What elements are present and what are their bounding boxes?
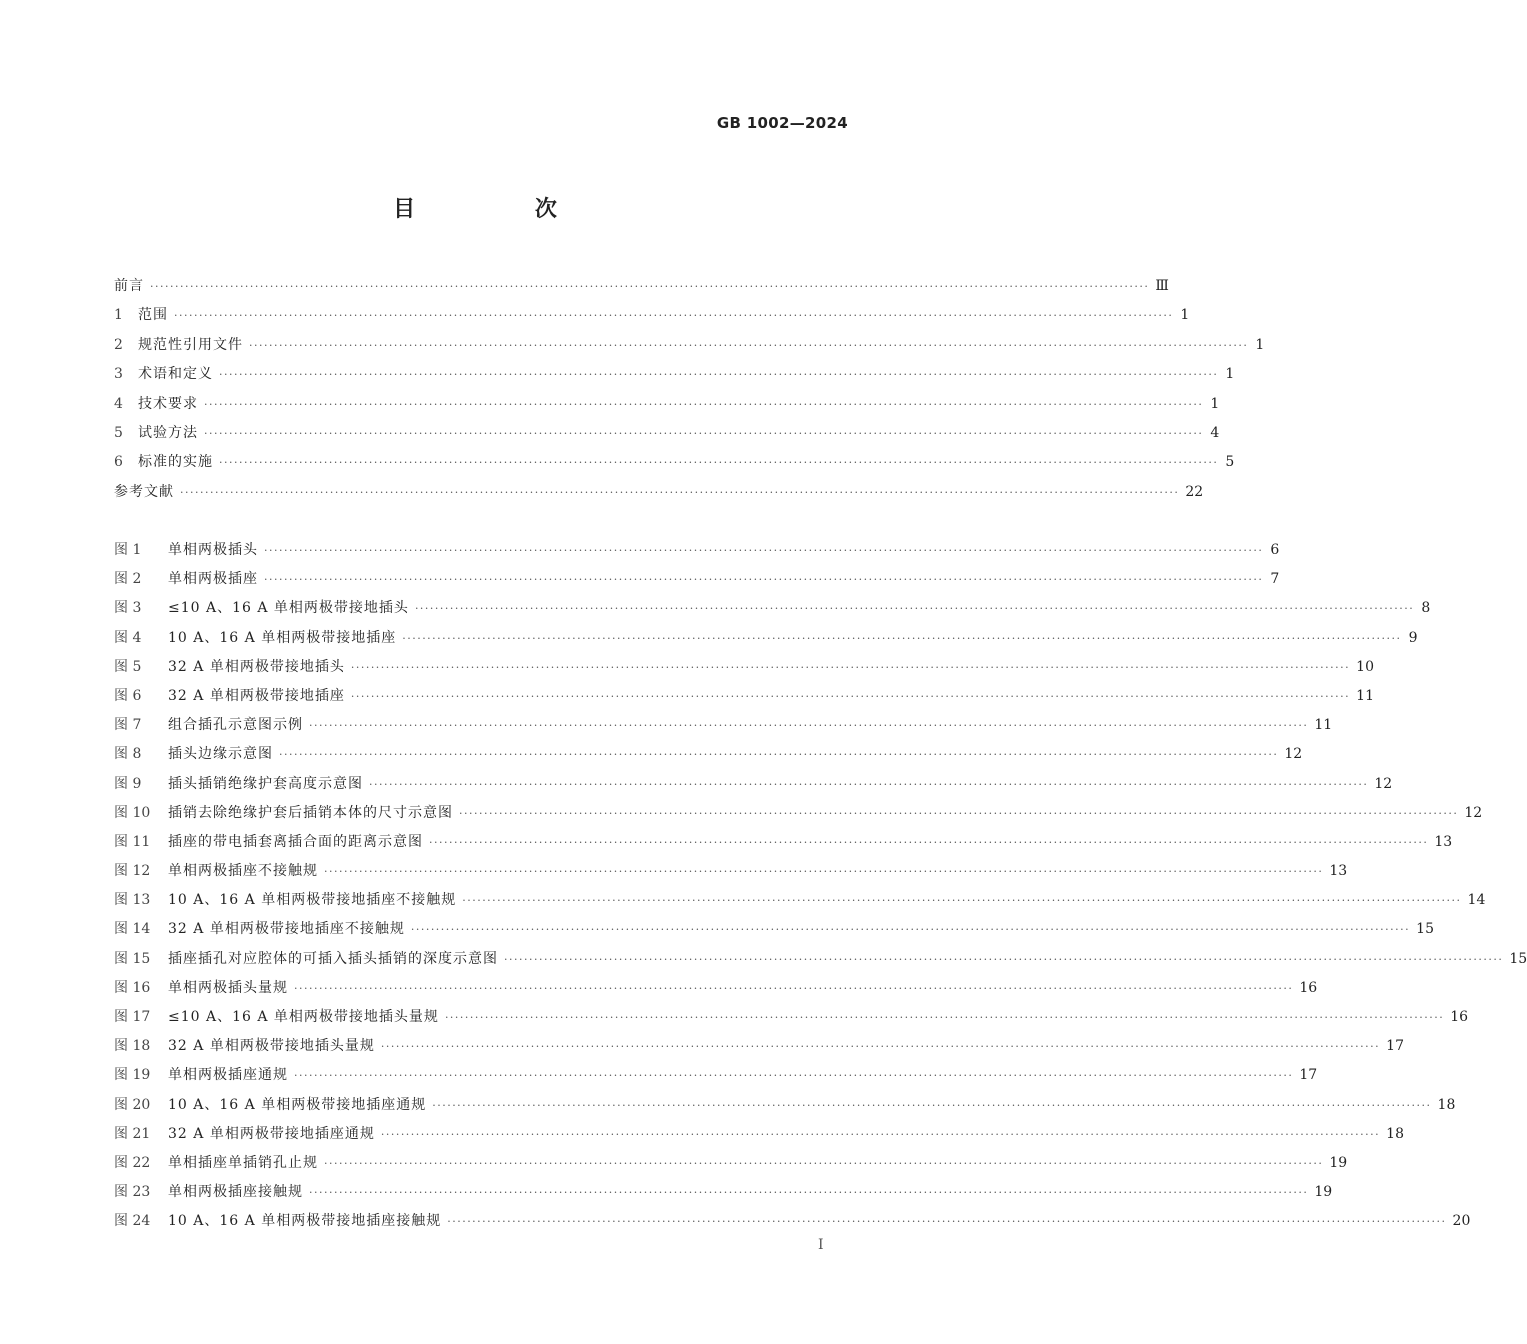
toc-entry-number: 图 1 xyxy=(114,542,142,558)
toc-entry-page: 6 xyxy=(1270,542,1280,558)
toc-entry-label: 单相插座单插销孔止规 xyxy=(168,1154,318,1171)
dot-leader: ········································································································································································································ xyxy=(414,602,1415,616)
dot-leader: ········································································································································································································ xyxy=(219,456,1219,470)
toc-entry-number: 图 14 xyxy=(114,921,151,938)
toc-entry-number: 4 xyxy=(114,395,123,412)
toc-entry-label: 插头插销绝缘护套高度示意图 xyxy=(168,775,363,792)
toc-section-entry[interactable] xyxy=(114,272,1169,301)
toc-figure-entry[interactable] xyxy=(114,1178,1333,1207)
toc-figure-entry[interactable] xyxy=(114,974,1318,1003)
toc-entry-number: 图 21 xyxy=(114,1125,151,1142)
toc-entry-number: 图 7 xyxy=(114,717,142,734)
toc-figure-entry[interactable] xyxy=(114,1207,1471,1236)
toc-entry-label: 32 A 单相两极带接地插头量规 xyxy=(168,1038,375,1055)
toc-figure-entry[interactable] xyxy=(114,1120,1404,1149)
toc-entry-page: 15 xyxy=(1509,950,1527,967)
toc-entry-number: 图 24 xyxy=(114,1213,151,1230)
toc-entry-page: 7 xyxy=(1270,571,1280,588)
toc-entry-label: ≤10 A、16 A 单相两极带接地插头 xyxy=(168,600,409,617)
toc-entry-number: 图 15 xyxy=(114,950,151,967)
toc-figure-entry[interactable] xyxy=(114,536,1280,565)
toc-entry-number: 图 13 xyxy=(114,892,151,909)
toc-entry-label: 试验方法 xyxy=(138,424,198,441)
toc-figure-entry[interactable] xyxy=(114,886,1486,915)
toc-figure-entry[interactable] xyxy=(114,770,1393,799)
toc-section-entry[interactable] xyxy=(114,478,1204,507)
toc-entry-page: 11 xyxy=(1356,687,1374,704)
toc-entry-label: 标准的实施 xyxy=(138,454,213,471)
dot-leader: ········································································································································································································ xyxy=(380,1127,1381,1141)
toc-entry-page: 17 xyxy=(1299,1067,1318,1084)
toc-entry-number: 1 xyxy=(114,307,123,324)
toc-section-entry[interactable] xyxy=(114,301,1190,330)
toc-section-entry[interactable] xyxy=(114,331,1265,360)
dot-leader: ········································································································································································································ xyxy=(294,981,1294,995)
toc-entry-page: 1 xyxy=(1255,336,1265,353)
toc-entry-page: 22 xyxy=(1185,483,1204,500)
toc-entry-label: 32 A 单相两极带接地插座不接触规 xyxy=(168,921,405,938)
toc-figure-entry[interactable] xyxy=(114,711,1333,740)
toc-entry-page: 18 xyxy=(1386,1125,1404,1142)
dot-leader: ········································································································································································································ xyxy=(264,544,1264,557)
toc-entry-page: 16 xyxy=(1450,1009,1469,1025)
toc-entry-number: 图 5 xyxy=(114,658,142,675)
toc-entry-page: 4 xyxy=(1210,424,1220,441)
toc-figure-entry[interactable] xyxy=(114,682,1374,711)
toc-entry-label: ≤10 A、16 A 单相两极带接地插头量规 xyxy=(168,1009,439,1025)
page-title: 目 次 xyxy=(393,197,613,222)
toc-entry-number: 图 11 xyxy=(114,833,151,850)
toc-entry-page: 13 xyxy=(1329,863,1348,880)
dot-leader: ········································································································································································································ xyxy=(459,806,1459,820)
toc-entry-label: 10 A、16 A 单相两极带接地插座接触规 xyxy=(168,1213,442,1230)
toc-entry-number: 2 xyxy=(114,336,123,353)
page-footer-number: Ⅰ xyxy=(818,1237,824,1253)
dot-leader: ········································································································································································································ xyxy=(204,397,1204,411)
toc-entry-number: 图 12 xyxy=(114,863,151,880)
toc-entry-label: 技术要求 xyxy=(138,395,198,412)
toc-entry-number: 图 19 xyxy=(114,1067,151,1084)
toc-entry-page: 17 xyxy=(1386,1038,1404,1055)
toc-entry-number: 图 6 xyxy=(114,687,142,704)
toc-entry-label: 10 A、16 A 单相两极带接地插座 xyxy=(168,629,397,646)
toc-entry-page: 18 xyxy=(1437,1096,1456,1113)
toc-entry-label: 规范性引用文件 xyxy=(138,336,243,353)
toc-entry-page: 5 xyxy=(1225,454,1235,471)
dot-leader: ········································································································································································································ xyxy=(264,573,1264,587)
dot-leader: ········································································································································································································ xyxy=(429,835,1429,849)
dot-leader: ········································································································································································································ xyxy=(432,1098,1432,1112)
toc-entry-label: 插销去除绝缘护套后插销本体的尺寸示意图 xyxy=(168,804,453,821)
toc-entry-number: 图 10 xyxy=(114,804,151,821)
toc-entry-label: 10 A、16 A 单相两极带接地插座不接触规 xyxy=(168,892,457,909)
toc-figure-entry[interactable] xyxy=(114,1003,1469,1032)
dot-leader: ········································································································································································································ xyxy=(309,1186,1309,1200)
toc-figure-entry[interactable] xyxy=(114,740,1303,769)
toc-entry-number: 图 23 xyxy=(114,1184,151,1201)
toc-figure-entry[interactable] xyxy=(114,1091,1456,1120)
dot-leader: ········································································································································································································ xyxy=(174,309,1174,323)
toc-entry-number: 图 22 xyxy=(114,1154,151,1171)
toc-entry-label: 10 A、16 A 单相两极带接地插座通规 xyxy=(168,1096,427,1113)
toc-entry-label: 32 A 单相两极带接地插座 xyxy=(168,687,345,704)
toc-entry-page: 13 xyxy=(1434,833,1453,850)
dot-leader: ········································································································································································································ xyxy=(294,1069,1294,1083)
toc-entry-number: 图 17 xyxy=(114,1009,151,1025)
toc-section-entry[interactable] xyxy=(114,448,1235,477)
dot-leader: ········································································································································································································ xyxy=(462,894,1462,908)
toc-entry-label: 单相两极插头 xyxy=(168,542,258,558)
toc-figure-entry[interactable] xyxy=(114,1032,1404,1061)
toc-figure-entry[interactable] xyxy=(114,1061,1318,1090)
toc-entry-number: 图 18 xyxy=(114,1038,151,1055)
toc-entry-label: 32 A 单相两极带接地插座通规 xyxy=(168,1125,375,1142)
toc-entry-number: 图 2 xyxy=(114,571,142,588)
standard-code: GB 1002—2024 xyxy=(716,114,848,132)
dot-leader: ········································································································································································································ xyxy=(150,280,1150,293)
toc-entry-page: 8 xyxy=(1421,600,1431,617)
toc-figure-entry[interactable] xyxy=(114,857,1348,886)
toc-entry-label: 组合插孔示意图示例 xyxy=(168,717,303,734)
toc-entry-number: 图 16 xyxy=(114,979,151,996)
toc-entry-page: 10 xyxy=(1356,658,1374,675)
toc-entry-page: 11 xyxy=(1314,717,1333,734)
toc-entry-page: 9 xyxy=(1408,629,1418,646)
toc-figure-entry[interactable] xyxy=(114,915,1434,944)
toc-entry-label: 单相两极插座不接触规 xyxy=(168,863,318,880)
toc-entry-label: 参考文献 xyxy=(114,483,174,500)
dot-leader: ········································································································································································································ xyxy=(410,923,1411,937)
toc-entry-number: 3 xyxy=(114,366,123,383)
toc-entry-page: 1 xyxy=(1210,395,1220,412)
toc-entry-page: 20 xyxy=(1452,1213,1471,1230)
dot-leader: ········································································································································································································ xyxy=(402,631,1402,645)
toc-entry-page: 15 xyxy=(1416,921,1434,938)
toc-entry-number: 图 4 xyxy=(114,629,142,646)
dot-leader: ········································································································································································································ xyxy=(279,748,1279,762)
toc-figure-entry[interactable] xyxy=(114,653,1374,682)
dot-leader: ········································································································································································································ xyxy=(249,338,1249,352)
dot-leader: ········································································································································································································ xyxy=(219,368,1219,382)
toc-entry-page: 14 xyxy=(1467,892,1486,909)
toc-figure-entry[interactable] xyxy=(114,624,1418,653)
toc-entry-page: 1 xyxy=(1180,307,1190,324)
toc-entry-label: 单相两极插座接触规 xyxy=(168,1184,303,1201)
toc-entry-number: 图 3 xyxy=(114,600,142,617)
toc-entry-number: 6 xyxy=(114,454,123,471)
dot-leader: ········································································································································································································ xyxy=(350,660,1351,674)
toc-figure-entry[interactable] xyxy=(114,799,1483,828)
toc-entry-number: 图 20 xyxy=(114,1096,151,1113)
toc-entry-number: 5 xyxy=(114,424,123,441)
dot-leader: ········································································································································································································ xyxy=(504,952,1504,966)
toc-figure-entry[interactable] xyxy=(114,945,1527,974)
dot-leader: ········································································································································································································ xyxy=(444,1011,1445,1024)
toc-figure-entry[interactable] xyxy=(114,565,1280,594)
toc-entry-label: 术语和定义 xyxy=(138,366,213,383)
toc-entry-page: 1 xyxy=(1225,366,1235,383)
toc-entry-page: 16 xyxy=(1299,979,1318,996)
dot-leader: ········································································································································································································ xyxy=(204,426,1204,440)
toc-entry-page: 12 xyxy=(1284,746,1303,763)
toc-entry-label: 32 A 单相两极带接地插头 xyxy=(168,658,345,675)
toc-entry-page: 12 xyxy=(1464,804,1483,821)
dot-leader: ········································································································································································································ xyxy=(369,777,1369,791)
toc-figure-entry[interactable] xyxy=(114,828,1453,857)
toc-entry-number: 图 8 xyxy=(114,746,142,763)
toc-entry-label: 前言 xyxy=(114,278,144,294)
toc-sections-list xyxy=(114,272,1265,507)
toc-entry-page: 19 xyxy=(1314,1184,1333,1201)
toc-entry-page: Ⅲ xyxy=(1155,278,1169,294)
dot-leader: ········································································································································································································ xyxy=(350,689,1351,703)
toc-entry-label: 单相两极插座通规 xyxy=(168,1067,288,1084)
toc-entry-label: 范围 xyxy=(138,307,168,324)
toc-figure-entry[interactable] xyxy=(114,594,1431,623)
toc-entry-number: 图 9 xyxy=(114,775,142,792)
toc-figures-list xyxy=(114,536,1527,1237)
toc-entry-page: 19 xyxy=(1329,1154,1348,1171)
toc-entry-page: 12 xyxy=(1374,775,1393,792)
toc-entry-label: 插座的带电插套离插合面的距离示意图 xyxy=(168,833,423,850)
dot-leader: ········································································································································································································ xyxy=(447,1215,1447,1229)
toc-section-entry[interactable] xyxy=(114,390,1220,419)
toc-entry-label: 单相两极插头量规 xyxy=(168,979,288,996)
dot-leader: ········································································································································································································ xyxy=(309,719,1309,733)
dot-leader: ········································································································································································································ xyxy=(380,1040,1381,1054)
toc-entry-label: 插座插孔对应腔体的可插入插头插销的深度示意图 xyxy=(168,950,498,967)
dot-leader: ········································································································································································································ xyxy=(324,865,1324,879)
toc-section-entry[interactable] xyxy=(114,419,1220,448)
toc-section-entry[interactable] xyxy=(114,360,1235,389)
toc-entry-label: 插头边缘示意图 xyxy=(168,746,273,763)
toc-figure-entry[interactable] xyxy=(114,1149,1348,1178)
toc-entry-label: 单相两极插座 xyxy=(168,571,258,588)
dot-leader: ········································································································································································································ xyxy=(324,1156,1324,1170)
dot-leader: ········································································································································································································ xyxy=(180,485,1180,499)
